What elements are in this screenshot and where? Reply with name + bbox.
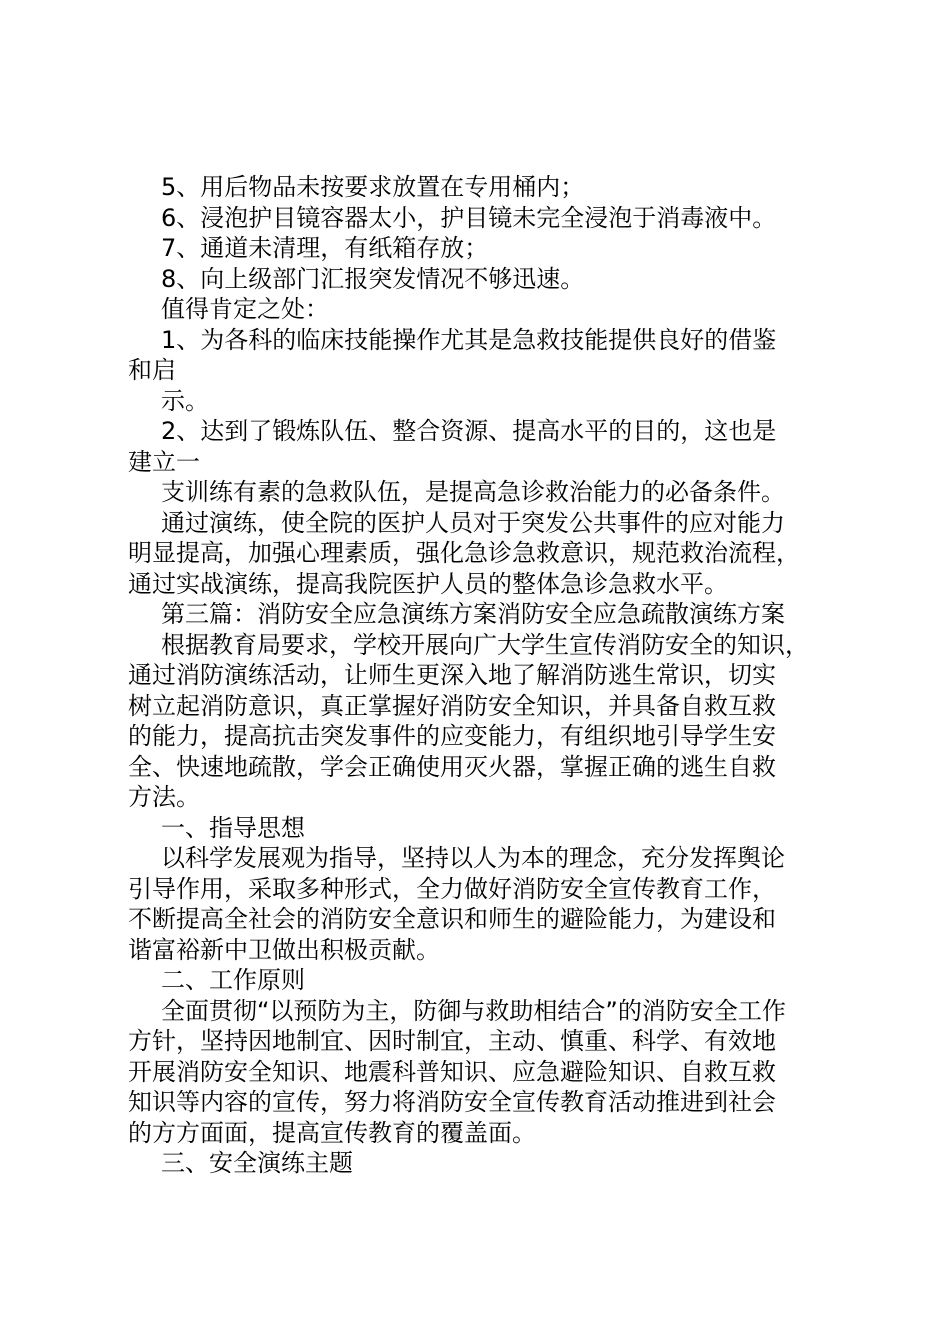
text-line: 6、浸泡护目镜容器太小，护目镜未完全浸泡于消毒液中。 <box>161 203 777 232</box>
text-line: 的方方面面，提高宣传教育的覆盖面。 <box>128 1118 536 1147</box>
text-line: 谐富裕新中卫做出积极贡献。 <box>128 935 440 964</box>
text-line: 根据教育局要求，学校开展向广大学生宣传消防安全的知识， <box>161 630 809 659</box>
text-line: 全面贯彻“以预防为主，防御与救助相结合”的消防安全工作 <box>161 996 786 1025</box>
text-line: 一、指导思想 <box>161 813 305 842</box>
text-line: 不断提高全社会的消防安全意识和师生的避险能力，为建设和 <box>128 905 776 933</box>
text-line: 以科学发展观为指导，坚持以人为本的理念，充分发挥舆论 <box>161 844 785 872</box>
text-line: 8、向上级部门汇报突发情况不够迅速。 <box>161 264 585 293</box>
text-line: 全、快速地疏散，学会正确使用灭火器，掌握正确的逃生自救 <box>128 752 776 781</box>
text-line: 和启 <box>128 356 176 384</box>
text-line: 的能力，提高抗击突发事件的应变能力，有组织地引导学生安 <box>128 722 776 750</box>
text-line: 2、达到了锻炼队伍、整合资源、提高水平的目的，这也是 <box>161 417 777 445</box>
text-line: 二、工作原则 <box>161 966 305 994</box>
text-line: 明显提高，加强心理素质，强化急诊急救意识，规范救治流程， <box>128 539 800 567</box>
text-line: 示。 <box>161 386 209 415</box>
text-line: 三、安全演练主题 <box>161 1149 353 1177</box>
text-line: 知识等内容的宣传，努力将消防安全宣传教育活动推进到社会 <box>128 1088 776 1116</box>
text-line: 建立一 <box>128 447 200 476</box>
text-line: 方法。 <box>128 783 200 811</box>
text-line: 第三篇：消防安全应急演练方案消防安全应急疏散演练方案 <box>161 600 785 628</box>
text-line: 5、用后物品未按要求放置在专用桶内； <box>161 173 585 201</box>
text-line: 树立起消防意识，真正掌握好消防安全知识，并具备自救互救 <box>128 691 776 720</box>
text-line: 通过实战演练，提高我院医护人员的整体急诊急救水平。 <box>128 569 728 598</box>
text-line: 7、通道未清理，有纸箱存放； <box>161 234 489 262</box>
text-line: 通过消防演练活动，让师生更深入地了解消防逃生常识，切实 <box>128 661 776 689</box>
document-body <box>128 172 828 1179</box>
text-line: 开展消防安全知识、地震科普知识、应急避险知识、自救互救 <box>128 1057 776 1086</box>
text-line: 支训练有素的急救队伍，是提高急诊救治能力的必备条件。 <box>161 478 785 506</box>
text-line: 值得肯定之处： <box>161 295 329 323</box>
text-line: 1、为各科的临床技能操作尤其是急救技能提供良好的借鉴 <box>161 325 777 354</box>
text-line: 引导作用，采取多种形式，全力做好消防安全宣传教育工作， <box>128 874 776 903</box>
text-line: 通过演练，使全院的医护人员对于突发公共事件的应对能力 <box>161 508 785 537</box>
text-line: 方针，坚持因地制宜、因时制宜，主动、慎重、科学、有效地 <box>128 1027 776 1055</box>
